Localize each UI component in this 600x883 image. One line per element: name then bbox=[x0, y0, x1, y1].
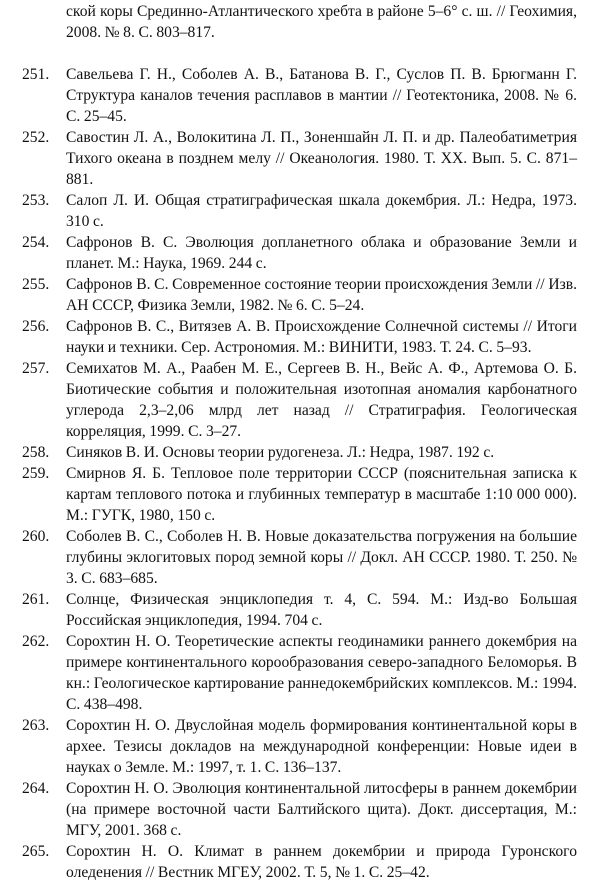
reference-number: 251. bbox=[22, 66, 50, 83]
reference-text: Сорохтин Н. О. Эволюция континентальной литосферы в раннем докембрии (на примере восточной части Балтийского щита). Докт. диссертация, М.: МГУ, 2001. 368 с. bbox=[66, 780, 577, 839]
reference-text: Салоп Л. И. Общая стратиграфическая шкала докембрия. Л.: Недра, 1973. 310 с. bbox=[66, 192, 577, 230]
reference-text: Синяков В. И. Основы теории рудогенеза. Л.: Недра, 1987. 192 с. bbox=[66, 444, 495, 461]
reference-number: 255. bbox=[22, 276, 50, 293]
reference-number: 264. bbox=[22, 780, 50, 797]
reference-number: 254. bbox=[22, 234, 50, 251]
reference-text: Савостин Л. А., Волокитина Л. П., Зоненшайн Л. П. и др. Палеобатиметрия Тихого океана в позднем мелу // Океанология. 1980. Т. XX. Вып. 5. С. 871–881. bbox=[66, 129, 577, 188]
reference-number: 262. bbox=[22, 633, 50, 650]
reference-text: Семихатов М. А., Раабен М. Е., Сергеев В. Н., Вейс А. Ф., Артемова О. Б. Биотические события и положительная изотопная аномалия карбонатного углерода 2,3–2,06 млрд лет назад // Стратиграфия. Геологическая корреляция, 1999. С. 3–27. bbox=[66, 360, 577, 440]
reference-text: Сорохтин Н. О. Теоретические аспекты геодинамики раннего докембрия на примере континентального корообразования северо-западного Беломорья. В кн.: Геологическое картирование раннедокембрийских комплексов. М.: 1994. С. 438–498. bbox=[66, 633, 577, 713]
reference-text: Солнце, Физическая энциклопедия т. 4, С. 594. М.: Изд-во Большая Российская энциклопедия, 1994. 704 с. bbox=[66, 591, 577, 629]
reference-number: 263. bbox=[22, 717, 50, 734]
reference-number: 258. bbox=[22, 444, 50, 461]
reference-number: 261. bbox=[22, 591, 50, 608]
reference-number: 252. bbox=[22, 129, 50, 146]
reference-number: 265. bbox=[22, 843, 50, 860]
reference-text: Сафронов В. С. Эволюция допланетного облака и образование Земли и планет. М.: Наука, 1969. 244 с. bbox=[66, 234, 577, 272]
reference-number: 253. bbox=[22, 192, 50, 209]
reference-text: Сафронов В. С., Витязев А. В. Происхождение Солнечной системы // Итоги науки и техники. Сер. Астрономия. М.: ВИНИТИ, 1983. Т. 24. С. 5–93. bbox=[66, 318, 577, 356]
reference-text: Сорохтин Н. О. Климат в раннем докембрии и природа Гуронского оледенения // Вестник МГЕУ, 2002. Т. 5, № 1. С. 25–42. bbox=[66, 843, 577, 881]
reference-number: 257. bbox=[22, 360, 50, 377]
reference-text: Сафронов В. С. Современное состояние теории происхождения Земли // Изв. АН СССР, Физика Земли, 1982. № 6. С. 5–24. bbox=[66, 276, 577, 314]
reference-text: Савельева Г. Н., Соболев А. В., Батанова В. Г., Суслов П. В. Брюгманн Г. Структура каналов течения расплавов в мантии // Геотектоника, 2008. № 6. С. 25–45. bbox=[66, 66, 577, 125]
reference-text: Сорохтин Н. О. Двуслойная модель формирования континентальной коры в архее. Тезисы докладов на международной конференции: Новые идеи в науках о Земле. М.: 1997, т. 1. С. 136–137. bbox=[66, 717, 577, 776]
reference-text: Смирнов Я. Б. Тепловое поле территории СССР (пояснительная записка к картам теплового потока и глубинных температур в масштабе 1:10 000 000). М.: ГУГК, 1980, 150 с. bbox=[66, 465, 577, 524]
reference-number: 259. bbox=[22, 465, 50, 482]
reference-number: 256. bbox=[22, 318, 50, 335]
reference-number: 260. bbox=[22, 528, 50, 545]
reference-text: ской коры Срединно-Атлантического хребта в районе 5–6° с. ш. // Геохимия, 2008. № 8. С. 803–817. bbox=[66, 3, 577, 41]
reference-text: Соболев В. С., Соболев Н. В. Новые доказательства погружения на большие глубины эклогитовых пород земной коры // Докл. АН СССР. 1980. Т. 250. № 3. С. 683–685. bbox=[66, 528, 577, 587]
